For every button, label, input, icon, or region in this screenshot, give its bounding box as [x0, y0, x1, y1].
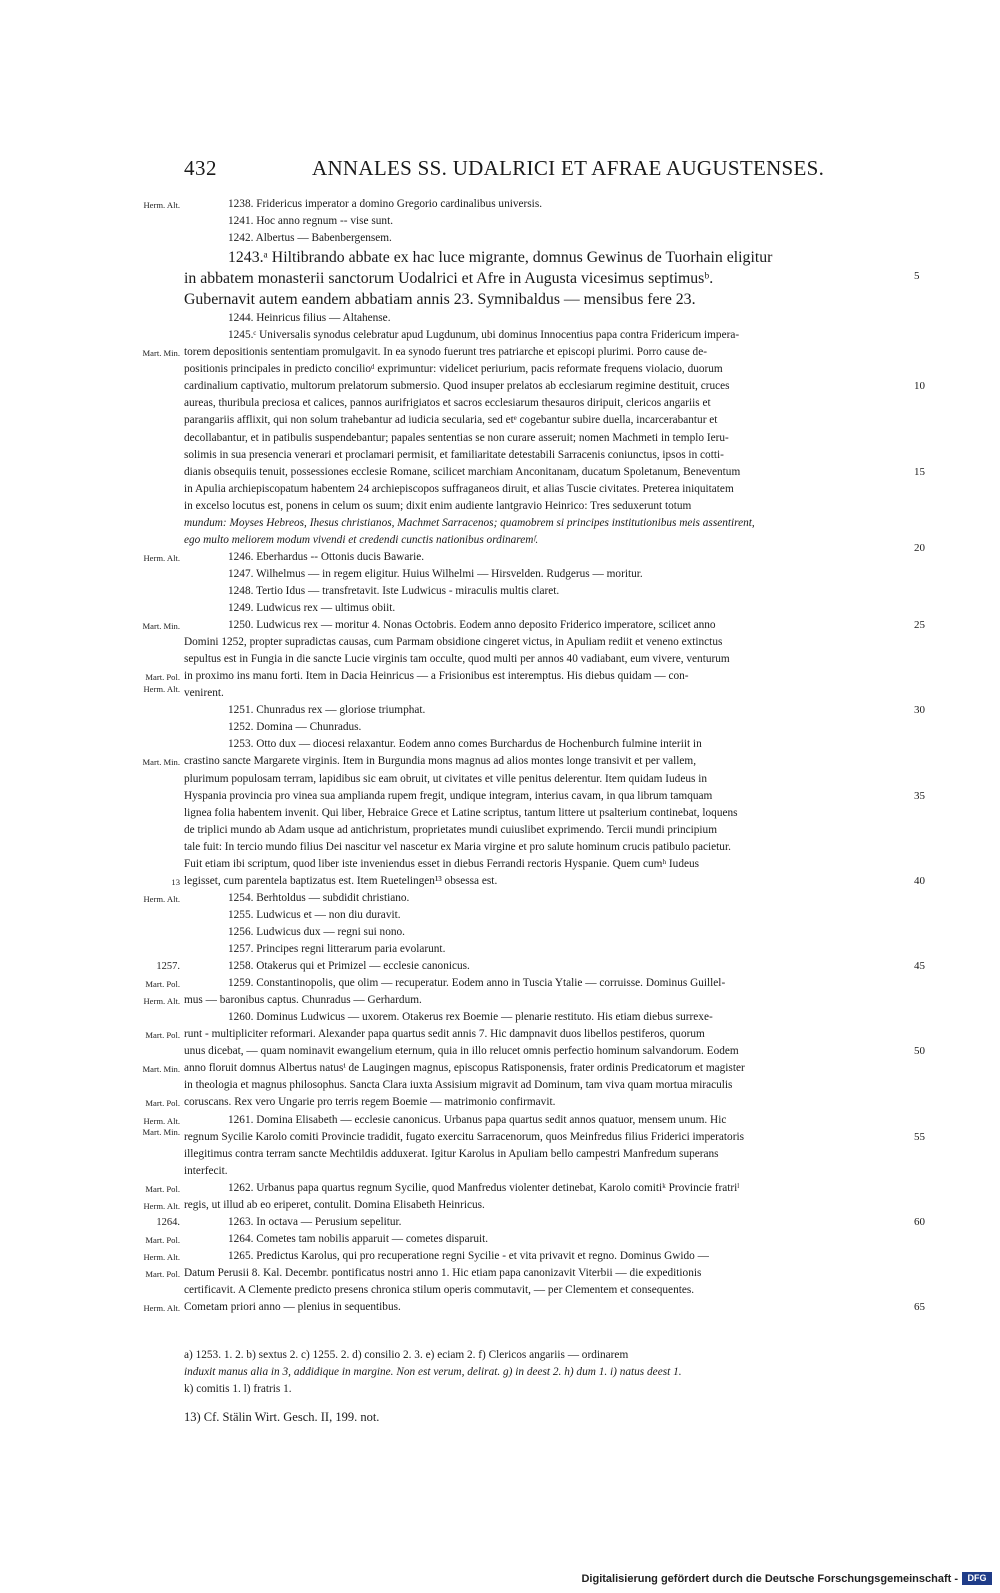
text-line — [184, 395, 910, 412]
line-number: 10 — [914, 380, 925, 393]
line-text: 1258. Otakerus qui et Primizel — ecclesie canonicus. — [228, 960, 470, 973]
text-line — [184, 600, 910, 617]
text-line — [184, 1299, 910, 1316]
bottom-footnote: 13) Cf. Stälin Wirt. Gesch. II, 199. not. — [184, 1410, 380, 1424]
line-text: Hyspania provincia pro vinea sua amplianda rupem fregit, undique integram, interius cavam, in qua librum tamquam — [184, 789, 713, 802]
text-line — [184, 361, 910, 378]
margin-source: Herm. Alt. — [143, 552, 180, 563]
text-line — [184, 617, 910, 634]
line-text: 1245.ᶜ Universalis synodus celebratur apud Lugdunum, ubi dominus Innocentius papa contra Fridericum impera- — [228, 329, 740, 342]
line-text: legisset, cum parentela baptizatus est. Item Ruetelingen¹³ obsessa est. — [184, 874, 498, 887]
margin-source: Herm. Alt. — [143, 1115, 180, 1126]
line-text: dianis obsequiis tenuit, possessiones ecclesie Romane, scilicet marchiam Anconitanam, ducatum Spoletanum, Beneventum — [184, 465, 741, 478]
text-line — [184, 992, 910, 1009]
footnote-line: a) 1253. 1. 2. b) sextus 2. c) 1255. 2. d) consilio 2. 3. e) eciam 2. f) Clericos angariis — ordinarem — [184, 1349, 629, 1361]
line-text: 1241. Hoc anno regnum -- vise sunt. — [228, 215, 394, 228]
margin-source: Herm. Alt. — [143, 1251, 180, 1262]
line-text: unus dicebat, — quam nominavit ewangelium eternum, quia in illo relucet omnis perfectio hominum salvandorum. Eodem — [184, 1045, 739, 1058]
dfg-logo: DFG — [962, 1572, 992, 1585]
line-number: 45 — [914, 960, 925, 973]
margin-source: Mart. Pol. — [145, 1183, 180, 1194]
line-text: lignea folia habentem invenit. Qui liber, Hebraice Grece et Latine scriptus, tantum littere ut psalterium continebat, loquens — [184, 806, 738, 819]
text-line — [184, 873, 910, 890]
text-line — [184, 719, 910, 736]
line-text: 1256. Ludwicus dux — regni sui nono. — [228, 925, 405, 938]
line-number: 60 — [914, 1215, 925, 1228]
text-line — [184, 736, 910, 753]
line-text: certificavit. A Clemente predicto presens chronica stilum operis commutavit, — per Clementem et consequentes. — [184, 1284, 695, 1296]
margin-source: Mart. Min. — [142, 757, 180, 768]
footnote-line: k) comitis 1. l) fratris 1. — [184, 1383, 292, 1395]
text-line — [184, 196, 910, 213]
text-line — [184, 651, 910, 668]
line-text: in abbatem monasterii sanctorum Uodalrici et Afre in Augusta vicesimus septimusᵇ. — [184, 270, 714, 288]
line-text: 1260. Dominus Ludwicus — uxorem. Otakerus rex Boemie — plenarie restituto. His etiam diebus surrexe- — [228, 1011, 713, 1024]
line-text: 1257. Principes regni litterarum paria evolarunt. — [228, 943, 446, 955]
text-line — [184, 907, 910, 924]
margin-source: Mart. Min. — [142, 621, 180, 632]
line-text: Cometam priori anno — plenius in sequentibus. — [184, 1301, 401, 1314]
margin-source: 1257. — [156, 961, 180, 973]
margin-source: Mart. Min. — [142, 1127, 180, 1138]
text-line — [184, 634, 910, 651]
text-line — [184, 1146, 910, 1163]
text-line — [184, 268, 910, 289]
line-text: 1259. Constantinopolis, que olim — recuperatur. Eodem anno in Tuscia Ytalie — corruisse. Dominus Guillel- — [228, 977, 726, 990]
margin-source: Herm. Alt. — [143, 996, 180, 1007]
dfg-credit — [581, 1572, 992, 1585]
line-text: runt - multipliciter reformari. Alexander papa quartus sedit annis 7. Hic dampnavit duos libellos pestiferos, quorum — [184, 1028, 705, 1041]
line-text: 1263. In octava — Perusium sepelitur. — [228, 1215, 402, 1228]
line-text: Domini 1252, propter supradictas causas, cum Parmam obsidione cingeret victus, in Apuliam rediit et veneno extinctus — [184, 636, 723, 649]
text-line — [184, 1214, 910, 1231]
line-number: 20 — [914, 542, 925, 555]
text-line — [184, 856, 910, 873]
text-line — [184, 890, 910, 907]
text-line — [184, 1163, 910, 1180]
text-line — [184, 958, 910, 975]
text-line — [184, 378, 910, 395]
line-number: 35 — [914, 789, 925, 802]
line-number: 30 — [914, 704, 925, 717]
text-line — [184, 924, 910, 941]
text-line — [184, 481, 910, 498]
text-line — [184, 1129, 910, 1146]
line-text: Fuit etiam ibi scriptum, quod liber iste inveniendus esset in diebus Ferrandi rectoris Hyspanie. Quem cumʰ Iudeus — [184, 857, 700, 870]
text-line — [184, 668, 910, 685]
margin-source: Mart. Pol. — [145, 1234, 180, 1245]
line-number: 65 — [914, 1301, 925, 1314]
line-number: 5 — [914, 270, 920, 283]
line-text: mus — baronibus captus. Chunradus — Gerhardum. — [184, 994, 422, 1007]
margin-source: Mart. Min. — [142, 348, 180, 359]
line-text: parangariis afflixit, qui non solum trahebantur ad iudicia secularia, sed etᵉ cogebantur subire duella, incarcerabantur et — [184, 414, 718, 427]
line-text: sepultus est in Fungia in die sancte Lucie virginis tam occulte, quod multi per annos 40 vadiabant, eum vivere, venturum — [184, 653, 730, 666]
margin-source: Herm. Alt. — [143, 893, 180, 904]
text-line — [184, 1026, 910, 1043]
text-line — [184, 498, 910, 515]
line-text: mundum: Moyses Hebreos, Ihesus christianos, Machmet Sarracenos; quamobrem si principes institutionibus meis assentirent, — [184, 516, 755, 529]
line-text: positionis principales in predicto concilioᵈ exprimuntur: videlicet periurium, pacis reformate frequens violacio, duorum — [184, 363, 723, 376]
line-text: 1249. Ludwicus rex — ultimus obiit. — [228, 602, 396, 614]
text-line — [184, 702, 910, 719]
text-line — [184, 583, 910, 600]
margin-source: 13 — [171, 876, 180, 887]
text-line — [184, 1009, 910, 1026]
text-line — [184, 1282, 910, 1299]
text-line — [184, 1265, 910, 1282]
line-number: 40 — [914, 874, 925, 887]
text-line — [184, 213, 910, 230]
line-text: aureas, thuribula preciosa et calices, pannos aurifrigiatos et sacros ecclesiarum thesauros diripuit, clericos angariis et — [184, 397, 711, 410]
line-text: crastino sancte Margarete virginis. Item in Burgundia mons magnus ad alios montes longe transivit et per vallem, — [184, 755, 697, 768]
margin-source: Mart. Min. — [142, 1064, 180, 1075]
line-number: 55 — [914, 1130, 925, 1143]
text-line — [184, 685, 910, 702]
margin-source: Herm. Alt. — [143, 684, 180, 695]
line-text: regis, ut illud ab eo eriperet, contulit. Domina Elisabeth Heinricus. — [184, 1198, 485, 1211]
line-text: Datum Perusii 8. Kal. Decembr. pontificatus nostri anno 1. Hic etiam papa canonizavit Viterbii — die expeditionis — [184, 1266, 702, 1279]
line-text: 1262. Urbanus papa quartus regnum Sycilie, quod Manfredus violenter detinebat, Karolo comitiᵏ Provincie fratriˡ — [228, 1181, 740, 1194]
line-text: in proximo ins manu forti. Item in Dacia Heinricus — a Frisionibus est interemptus. His diebus quidam — con- — [184, 670, 689, 683]
line-text: solimis in sua presencia venerari et proclamari permisit, et familiaritate detestabili Sarracenis coniunctus, ipsos in cotti- — [184, 448, 724, 461]
line-text: in excelso locutus est, ponens in celum os suum; dixit enim audiente lantgravio Heinrico: Tres seduxerunt totum — [184, 499, 692, 512]
text-line — [184, 344, 910, 361]
line-text: 1254. Berhtoldus — subdidit christiano. — [228, 891, 410, 904]
line-text: illegitimus contra terram sancte Mechtildis adduxerat. Igitur Karolus in Apuliam bello campestri Manfredum superans — [184, 1147, 719, 1160]
line-text: 1255. Ludwicus et — non diu duravit. — [228, 908, 401, 921]
page-number: 432 — [184, 156, 217, 180]
line-text: cardinalium captivatio, multorum prelatorum submersio. Quod insuper prelatos ab ecclesiarum regimine destituit, cruces — [184, 380, 730, 393]
line-text: 1247. Wilhelmus — in regem eligitur. Huius Wilhelmi — Hirsvelden. Rudgerus — moritur. — [228, 567, 643, 580]
text-line — [184, 1060, 910, 1077]
text-line — [184, 532, 910, 549]
margin-source: Mart. Pol. — [145, 1030, 180, 1041]
line-text: de triplici mundo ab Adam usque ad antichristum, proprietates mundi cuiuslibet exprimendo. Tercii mundi principium — [184, 823, 717, 836]
margin-source: 1264. — [156, 1216, 180, 1228]
line-text: 1243.ᵃ Hiltibrando abbate ex hac luce migrante, domnus Gewinus de Tuorhain eligitur — [228, 249, 773, 267]
line-text: 1252. Domina — Chunradus. — [228, 721, 362, 734]
text-line — [184, 788, 910, 805]
line-text: interfecit. — [184, 1164, 228, 1177]
text-line — [184, 447, 910, 464]
line-number: 25 — [914, 619, 925, 632]
line-text: 1253. Otto dux — diocesi relaxantur. Eodem anno comes Burchardus de Hochenburch fulmine interiit in — [228, 738, 702, 751]
line-text: 1264. Cometes tam nobilis apparuit — cometes disparuit. — [228, 1232, 489, 1245]
text-line — [184, 327, 910, 344]
line-text: 1248. Tertio Idus — transfretavit. Iste Ludwicus - miraculis multis claret. — [228, 584, 560, 597]
line-number: 15 — [914, 465, 925, 478]
text-line — [184, 1112, 910, 1129]
line-text: 1238. Fridericus imperator a domino Gregorio cardinalibus universis. — [228, 198, 543, 210]
line-text: decollabantur, et in patibulis suspendebantur; papales sententias se non curare asseruit; nomen Machmeti in templo Ieru- — [184, 431, 729, 444]
text-line — [184, 1231, 910, 1248]
margin-source: Mart. Pol. — [145, 979, 180, 990]
line-text: torem depositionis sententiam promulgavit. In ea synodo fuerunt tres patriarche et episcopi plurimi. Porro cause de- — [184, 346, 707, 359]
text-line — [184, 771, 910, 788]
text-line — [184, 289, 910, 310]
line-text: regnum Sycilie Karolo comiti Provincie tradidit, fugato exercitu Sarracenorum, quos Meinfredus filius Friderici imperatoris — [184, 1130, 744, 1143]
text-line — [184, 941, 910, 958]
text-line — [184, 1180, 910, 1197]
line-text: 1261. Domina Elisabeth — ecclesie canonicus. Urbanus papa quartus sedit annos quatuor, mensem unum. Hic — [228, 1113, 727, 1126]
line-text: in theologia et magnus philosophus. Sancta Clara iuxta Assisium migravit ad Dominum, tam viva quam mortua miraculis — [184, 1079, 733, 1092]
line-text: 1250. Ludwicus rex — moritur 4. Nonas Octobris. Eodem anno deposito Friderico imperatore, scilicet anno — [228, 619, 716, 632]
text-line — [184, 1248, 910, 1265]
text-line — [184, 412, 910, 429]
line-text: 1242. Albertus — Babenbergensem. — [228, 232, 392, 245]
line-text: 1244. Heinricus filius — Altahense. — [228, 312, 391, 325]
line-text: 1265. Predictus Karolus, qui pro recuperatione regni Sycilie - et vita privavit et regno. Dominus Gwido — — [228, 1249, 709, 1262]
text-line — [184, 549, 910, 566]
dfg-credit-text: Digitalisierung gefördert durch die Deutsche Forschungsgemeinschaft - — [581, 1572, 958, 1585]
line-text: ego multo meliorem modum vivendi et credendi cunctis nationibus ordinaremᶠ. — [184, 533, 539, 546]
text-line — [184, 230, 910, 247]
text-line — [184, 430, 910, 447]
running-title: ANNALES SS. UDALRICI ET AFRAE AUGUSTENSES. — [312, 156, 825, 180]
line-text: in Apulia archiepiscopatum habentem 24 archiepiscopos suffraganeos diruit, et alias Tuscie civitates. Preterea iniquitatem — [184, 482, 734, 495]
text-line — [184, 1043, 910, 1060]
text-line — [184, 247, 910, 268]
line-text: venirent. — [184, 687, 224, 700]
margin-source: Mart. Pol. — [145, 1098, 180, 1109]
text-line — [184, 975, 910, 992]
margin-source: Mart. Pol. — [145, 672, 180, 683]
text-line — [184, 464, 910, 481]
footnotes — [184, 1347, 924, 1398]
line-text: plurimum populosam terram, lapidibus sic eam obruit, ut civitates et ville penitus delerentur. Item quidam Iudeus in — [184, 772, 707, 785]
margin-source: Herm. Alt. — [143, 1303, 180, 1314]
footnote-line: induxit manus alia in 3, addidique in margine. Non est verum, delirat. g) in deest 2. h) dum 1. i) natus deest 1. — [184, 1366, 682, 1378]
text-line — [184, 1077, 910, 1094]
margin-source: Herm. Alt. — [143, 1200, 180, 1211]
text-line — [184, 310, 910, 327]
text-line — [184, 839, 910, 856]
line-number: 50 — [914, 1045, 925, 1058]
line-text: anno floruit domnus Albertus natusⁱ de Laugingen magnus, episcopus Ratisponensis, frater ordinis Predicatorum et magister — [184, 1062, 745, 1075]
line-text: 1251. Chunradus rex — gloriose triumphat. — [228, 704, 426, 717]
text-line — [184, 1094, 910, 1111]
line-text: tale fuit: In tercio mundo filius Dei nascitur vel nascetur ex Maria virgine et pro salute hominum crucis patibulo pacietur. — [184, 840, 731, 853]
text-line — [184, 1197, 910, 1214]
line-text: 1246. Eberhardus -- Ottonis ducis Bawarie. — [228, 550, 425, 563]
text-line — [184, 515, 910, 532]
text-line — [184, 805, 910, 822]
line-text: Gubernavit autem eandem abbatiam annis 23. Symnibaldus — mensibus fere 23. — [184, 291, 696, 309]
page-header — [184, 156, 924, 182]
text-line — [184, 753, 910, 770]
margin-source: Mart. Pol. — [145, 1268, 180, 1279]
text-line — [184, 566, 910, 583]
line-text: coruscans. Rex vero Ungarie pro terris regem Boemie — matrimonio confirmavit. — [184, 1096, 556, 1109]
text-line — [184, 822, 910, 839]
margin-source: Herm. Alt. — [143, 200, 180, 210]
